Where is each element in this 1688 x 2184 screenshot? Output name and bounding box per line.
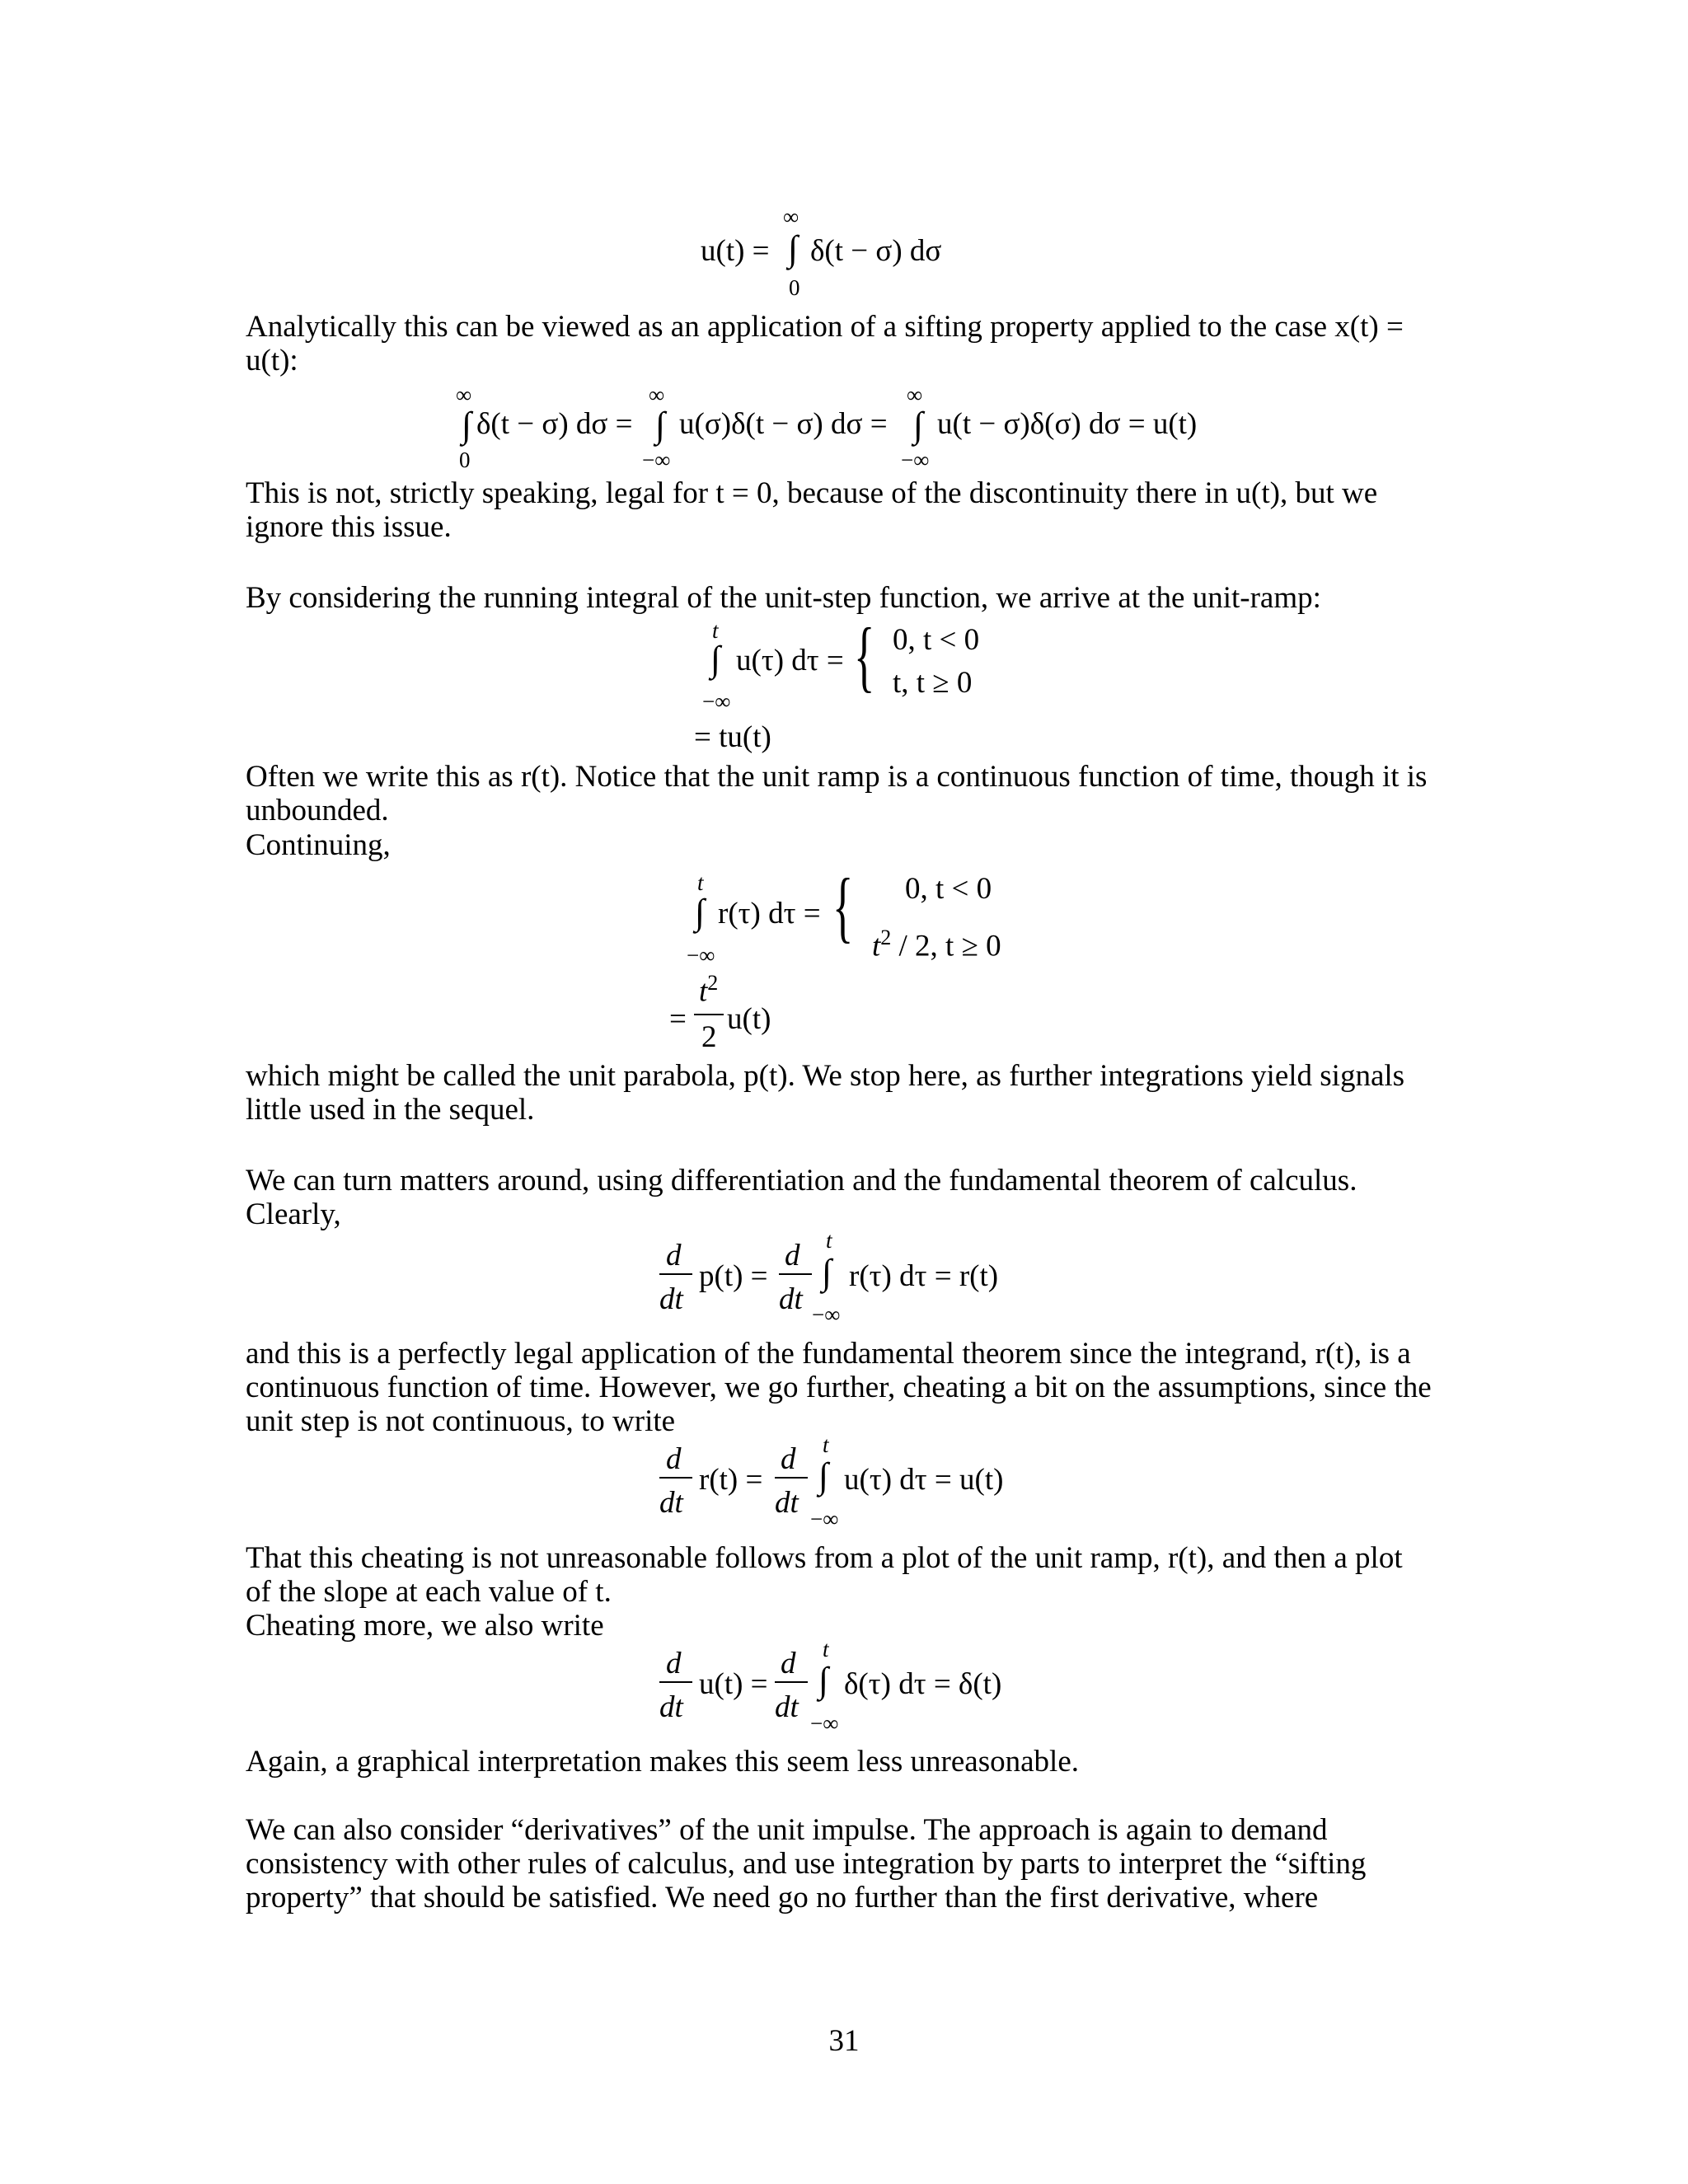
eq4-case-1: 0, t < 0 [905,872,992,906]
eq7-dt-denominator-2: dt [775,1690,799,1724]
eq2-t3-body: u(t − σ)δ(σ) dσ = u(t) [937,407,1198,441]
eq3-integrand: u(τ) dτ = [736,644,844,677]
eq5-d-numerator: d [666,1239,682,1272]
eq5-dt-denominator: dt [659,1282,683,1316]
paragraph-5: Continuing, [246,828,391,862]
eq4-fraction-bar [694,1014,724,1015]
eq4-case-2-rest: / 2, t ≥ 0 [891,929,1001,963]
eq1-upper-limit: ∞ [783,204,799,229]
eq5-middle: p(t) = [699,1259,768,1293]
eq6-d-numerator: d [666,1442,682,1476]
eq7-fraction-bar-2 [775,1681,808,1683]
eq2-t1-integral: ∫ [462,405,472,445]
eq3-integral-sign: ∫ [710,639,721,679]
eq5-upper-limit: t [826,1228,832,1253]
eq7-integrand: δ(τ) dτ = δ(t) [844,1667,1002,1701]
eq3-upper-limit: t [712,618,719,643]
eq6-integrand: u(τ) dτ = u(t) [844,1463,1004,1497]
eq2-t2-lower: −∞ [642,448,671,472]
eq2-t1-body: δ(t − σ) dσ = [476,407,633,441]
eq4-integrand: r(τ) dτ = [718,897,821,930]
eq7-d-numerator: d [666,1647,682,1680]
eq3-lower-limit: −∞ [702,689,731,714]
paragraph-1: Analytically this can be viewed as an application of a sifting property applied to the case x(t) = u(t): [246,310,1404,377]
eq4-result-numerator [699,971,719,1009]
eq3-left-brace: { [854,612,875,700]
eq6-lower-limit: −∞ [810,1507,839,1531]
eq1-lower-limit: 0 [789,275,800,300]
paragraph-3: By considering the running integral of the unit-step function, we arrive at the unit-ramp: [246,581,1321,615]
eq2-t2-body: u(σ)δ(t − σ) dσ = [679,407,888,441]
eq7-lower-limit: −∞ [810,1711,839,1736]
eq2-t3-lower: −∞ [901,448,930,472]
eq5-integral-sign: ∫ [822,1252,832,1292]
eq4-case-2-exp: 2 [880,926,892,949]
paragraph-9: That this cheating is not unreasonable follows from a plot of the unit ramp, r(t), and then a plot of the slope at each value of t. [246,1541,1403,1609]
paragraph-7: We can turn matters around, using differentiation and the fundamental theorem of calculus. Clearly, [246,1164,1357,1231]
eq2-t2-upper: ∞ [649,382,665,407]
eq4-lower-limit: −∞ [687,943,715,968]
eq5-lower-limit: −∞ [812,1302,841,1327]
eq4-integral-sign: ∫ [695,892,706,932]
eq7-d-numerator-2: d [781,1647,796,1680]
eq4-upper-limit: t [697,870,704,895]
eq2-t1-upper: ∞ [456,382,472,407]
eq2-t3-integral: ∫ [913,405,924,445]
eq1-lhs: u(t) = [701,234,770,268]
eq7-upper-limit: t [823,1637,829,1661]
eq3-result: = tu(t) [694,720,771,754]
eq6-fraction-bar-2 [775,1477,808,1479]
eq2-t3-upper: ∞ [907,382,923,407]
eq4-result-num-base: t [699,974,708,1009]
paragraph-11: Again, a graphical interpretation makes this seem less unreasonable. [246,1745,1079,1779]
eq3-case-1: 0, t < 0 [893,623,980,657]
eq4-result-denominator: 2 [701,1020,717,1054]
eq5-fraction-bar-1 [659,1273,692,1275]
eq5-dt-denominator-2: dt [779,1282,803,1316]
eq4-result-equals: = [669,1002,687,1036]
eq7-middle: u(t) = [699,1667,768,1701]
eq7-dt-denominator: dt [659,1690,683,1724]
eq4-result-num-exp: 2 [707,971,719,995]
paragraph-12: We can also consider “derivatives” of the unit impulse. The approach is again to demand consistency with other rules of calculus, and use integration by parts to interpret the “sifting property” that should be satisfied. We need go no further than the first derivative, where [246,1813,1367,1915]
eq6-dt-denominator: dt [659,1486,683,1520]
eq4-case-2-base: t [872,929,881,963]
eq3-case-2: t, t ≥ 0 [893,666,973,700]
eq5-integrand: r(τ) dτ = r(t) [849,1259,999,1293]
page-number: 31 [828,2024,860,2058]
eq1-integrand: δ(t − σ) dσ [810,234,942,268]
paragraph-6: which might be called the unit parabola, p(t). We stop here, as further integrations yield signals little used in the sequel. [246,1059,1405,1127]
eq2-t2-integral: ∫ [655,405,666,445]
eq6-dt-denominator-2: dt [775,1486,799,1520]
eq6-fraction-bar-1 [659,1477,692,1479]
paragraph-4: Often we write this as r(t). Notice that the unit ramp is a continuous function of time, though it is unbounded. [246,760,1428,827]
eq6-integral-sign: ∫ [818,1455,829,1496]
eq7-integral-sign: ∫ [818,1660,829,1700]
eq6-upper-limit: t [823,1432,829,1457]
eq1-integral-sign: ∫ [788,228,799,269]
eq6-middle: r(t) = [699,1463,763,1497]
eq4-case-2 [872,927,1001,961]
paragraph-10: Cheating more, we also write [246,1609,604,1643]
eq4-result-tail: u(t) [727,1002,771,1036]
eq4-left-brace: { [832,862,854,950]
paragraph-8: and this is a perfectly legal application of the fundamental theorem since the integrand, r(t), is a continuous function of time. However, we go further, cheating a bit on the assumptions, since the unit step is not continuous, to write [246,1337,1432,1438]
eq2-t1-lower: 0 [459,448,471,472]
eq7-fraction-bar-1 [659,1681,692,1683]
eq5-fraction-bar-2 [779,1273,812,1275]
paragraph-2: This is not, strictly speaking, legal for t = 0, because of the discontinuity there in u(t), but we ignore this issue. [246,476,1378,544]
eq5-d-numerator-2: d [785,1239,800,1272]
eq6-d-numerator-2: d [781,1442,796,1476]
